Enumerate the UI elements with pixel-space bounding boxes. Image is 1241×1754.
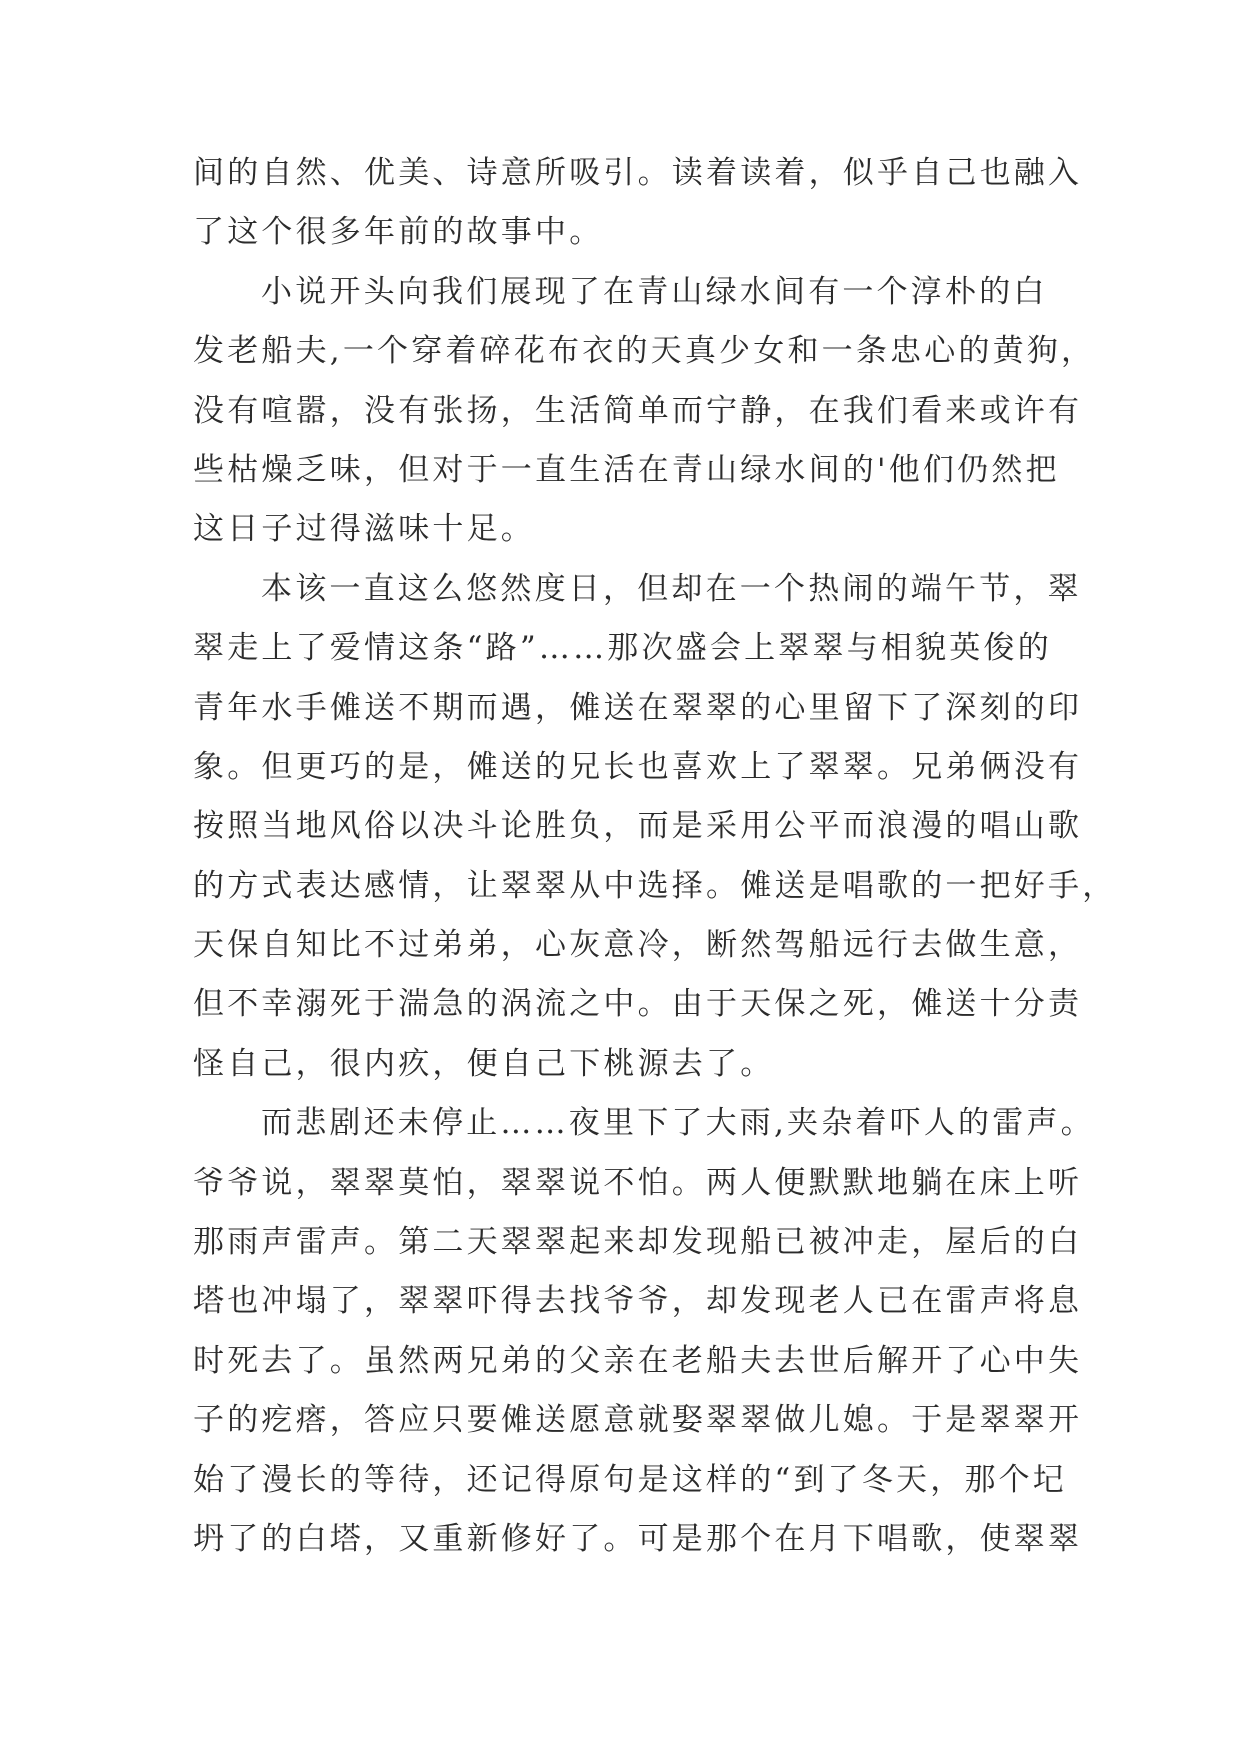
text-line: 那雨声雷声。第二天翠翠起来却发现船已被冲走，屋后的白 [193, 1224, 1083, 1261]
text-line: 始了漫长的等待，还记得原句是这样的“到了冬天，那个圮 [193, 1461, 1068, 1498]
text-line: 时死去了。虽然两兄弟的父亲在老船夫去世后解开了心中失 [193, 1342, 1083, 1379]
text-line: 发老船夫,一个穿着碎花布衣的天真少女和一条忠心的黄狗， [193, 333, 1096, 370]
text-line: 天保自知比不过弟弟，心灰意冷，断然驾船远行去做生意， [193, 927, 1083, 964]
text-line: 没有喧嚣，没有张扬，生活简单而宁静，在我们看来或许有 [193, 392, 1083, 429]
text-line: 象。但更巧的是，傩送的兄长也喜欢上了翠翠。兄弟俩没有 [193, 748, 1083, 785]
text-line: 怪自己，很内疚，便自己下桃源去了。 [193, 1045, 775, 1082]
text-line: 爷爷说，翠翠莫怕，翠翠说不怕。两人便默默地躺在床上听 [193, 1164, 1083, 1201]
document-body [193, 144, 1117, 1569]
text-line: 些枯燥乏味，但对于一直生活在青山绿水间的'他们仍然把 [193, 451, 1060, 488]
paragraph-first-line: 而悲剧还未停止……夜里下了大雨,夹杂着吓人的雷声。 [261, 1105, 1095, 1142]
paragraph-first-line: 小说开头向我们展现了在青山绿水间有一个淳朴的白 [261, 273, 1048, 310]
text-line: 这日子过得滋味十足。 [193, 511, 535, 548]
text-line: 子的疙瘩，答应只要傩送愿意就娶翠翠做儿媳。于是翠翠开 [193, 1402, 1083, 1439]
text-line: 了这个很多年前的故事中。 [193, 214, 604, 251]
paragraph-first-line: 本该一直这么悠然度日，但却在一个热闹的端午节，翠 [261, 570, 1082, 607]
text-line: 青年水手傩送不期而遇，傩送在翠翠的心里留下了深刻的印 [193, 689, 1083, 726]
text-line: 但不幸溺死于湍急的涡流之中。由于天保之死，傩送十分责 [193, 986, 1083, 1023]
text-line: 塔也冲塌了，翠翠吓得去找爷爷，却发现老人已在雷声将息 [193, 1283, 1083, 1320]
text-line: 间的自然、优美、诗意所吸引。读着读着，似乎自己也融入 [193, 155, 1083, 191]
text-line: 翠走上了爱情这条“路”……那次盛会上翠翠与相貌英俊的 [193, 630, 1052, 667]
text-line: 坍了的白塔，又重新修好了。可是那个在月下唱歌，使翠翠 [193, 1520, 1083, 1557]
text-line: 的方式表达感情，让翠翠从中选择。傩送是唱歌的一把好手， [193, 867, 1117, 904]
text-line: 按照当地风俗以决斗论胜负，而是采用公平而浪漫的唱山歌 [193, 808, 1083, 845]
